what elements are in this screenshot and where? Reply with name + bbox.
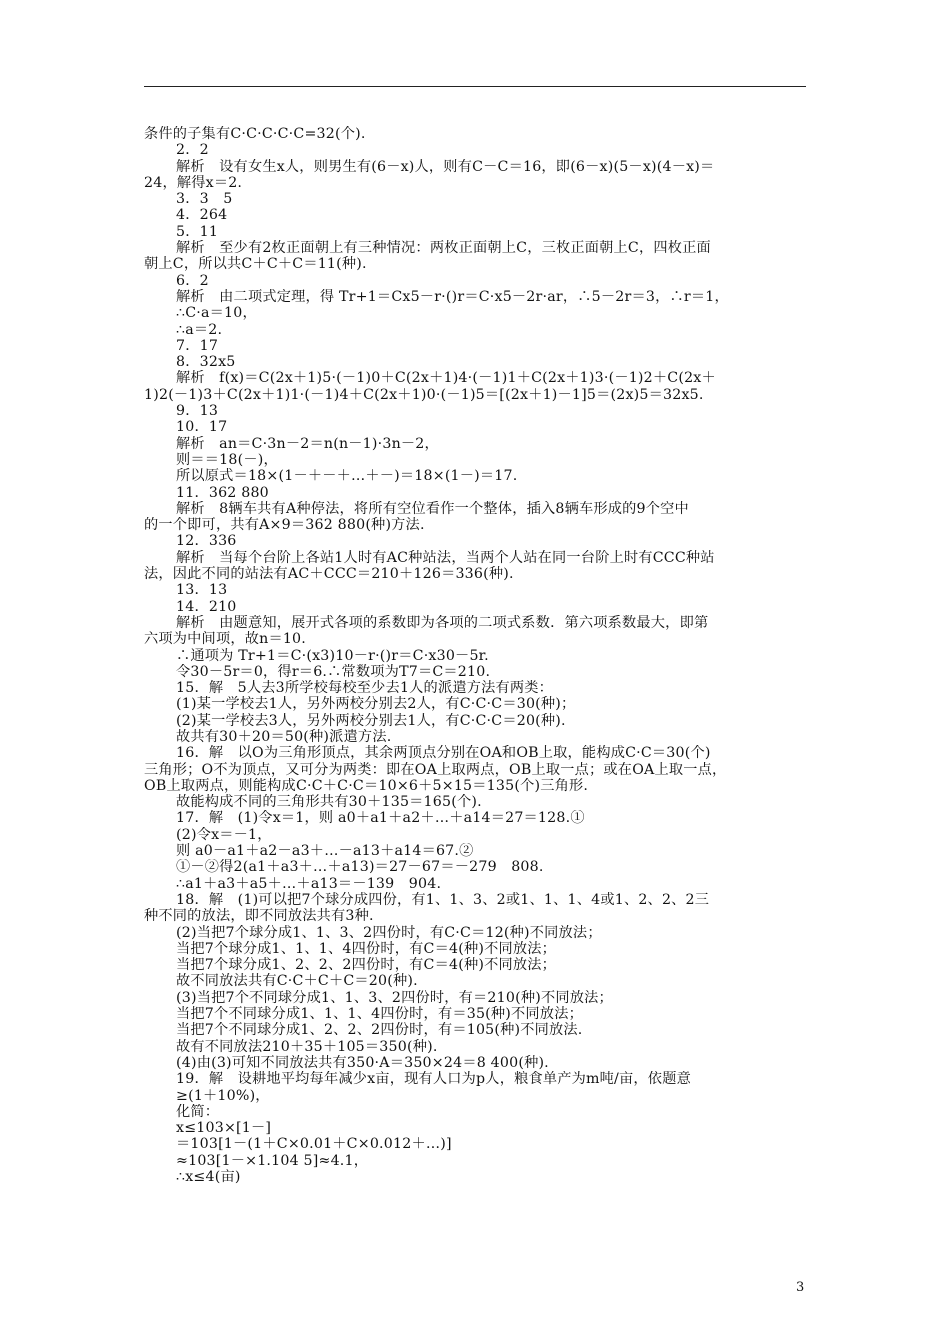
text-line: 令30－5r＝0，得r＝6.∴常数项为T7＝C＝210. [176, 663, 491, 680]
text-line: ＝103[1－(1＋C×0.01＋C×0.012＋…)] [176, 1136, 452, 1153]
text-line: 2．2 [176, 142, 209, 159]
text-line: 化简： [176, 1103, 220, 1120]
text-line: 故共有30＋20＝50(种)派遣方法. [176, 728, 392, 745]
text-line: 17．解 (1)令x＝1，则 a0＋a1＋a2＋…＋a14＝27＝128.① [176, 810, 585, 827]
text-line: ∴C·a＝10， [176, 305, 257, 322]
text-line: 15．解 5人去3所学校每校至少去1人的派遣方法有两类： [176, 680, 554, 697]
text-line: 11．362 880 [176, 484, 269, 501]
header-rule [144, 86, 806, 87]
text-line: 朝上C，所以共C＋C＋C＝11(种). [144, 256, 367, 273]
text-line: (2)某一学校去3人，另外两校分别去1人，有C·C·C＝20(种). [176, 712, 566, 729]
text-line: ∴通项为 Tr+1＝C·(x3)10－r·()r＝C·x30－5r. [176, 647, 489, 664]
text-line: 解析 an＝C·3n－2＝n(n－1)·3n－2， [176, 435, 439, 452]
text-line: 故不同放法共有C·C＋C＋C＝20(种). [176, 973, 418, 990]
text-line: (3)当把7个不同球分成1、1、3、2四份时，有＝210(种)不同放法； [176, 989, 613, 1006]
text-line: ≈103[1－×1.104 5]≈4.1， [176, 1152, 369, 1169]
text-line: 9．13 [176, 403, 219, 420]
text-line: ∴a1＋a3＋a5＋…＋a13＝－139 904. [176, 875, 442, 892]
text-line: 4．264 [176, 207, 228, 224]
text-line: (2)当把7个球分成1、1、3、2四份时，有C·C＝12(种)不同放法； [176, 924, 602, 941]
text-line: 12．336 [176, 533, 237, 550]
text-line: 当把7个不同球分成1、1、1、4四份时，有＝35(种)不同放法； [176, 1006, 583, 1023]
text-line: 7．17 [176, 337, 219, 354]
text-line: (2)令x＝－1， [176, 826, 272, 843]
text-line: 解析 由题意知，展开式各项的系数即为各项的二项式系数．第六项系数最大，即第 [176, 614, 709, 631]
text-line: 故能构成不同的三角形共有30＋135＝165(个). [176, 794, 482, 811]
text-line: 则 a0－a1＋a2－a3＋…－a13＋a14＝67.② [176, 843, 474, 860]
text-line: 解析 8辆车共有A种停法，将所有空位看作一个整体，插入8辆车形成的9个空中 [176, 500, 689, 517]
text-line: 当把7个球分成1、2、2、2四份时，有C＝4(种)不同放法； [176, 957, 557, 974]
text-line: (4)由(3)可知不同放法共有350·A＝350×24＝8 400(种). [176, 1054, 549, 1071]
text-line: 解析 由二项式定理，得 Tr+1＝Cx5－r·()r＝C·x5－2r·ar，∴5－2r＝3，∴r＝1， [176, 288, 729, 305]
text-line: 的一个即可，共有A×9＝362 880(种)方法. [144, 517, 425, 534]
text-line: x≤103×[1－] [176, 1120, 272, 1137]
text-line: 解析 f(x)＝C(2x＋1)5·(－1)0＋C(2x＋1)4·(－1)1＋C(2x＋1)3·(－1)2＋C(2x＋ [176, 370, 716, 387]
text-line: 24，解得x＝2. [144, 174, 243, 191]
page-number: 3 [796, 1280, 805, 1295]
text-line: ①－②得2(a1＋a3＋…＋a13)＝27－67＝－279 808. [176, 859, 544, 876]
text-line: ∴a＝2. [176, 321, 223, 338]
text-line: 当把7个球分成1、1、1、4四份时，有C＝4(种)不同放法； [176, 940, 557, 957]
text-line: 13．13 [176, 582, 228, 599]
text-line: OB上取两点，则能构成C·C＋C·C＝10×6＋5×15＝135(个)三角形. [144, 777, 589, 794]
text-line: 则＝＝18(－)， [176, 451, 278, 468]
text-line: 解析 至少有2枚正面朝上有三种情况：两枚正面朝上C，三枚正面朝上C，四枚正面 [176, 240, 711, 257]
text-line: 法，因此不同的站法有AC＋CCC＝210＋126＝336(种). [144, 566, 514, 583]
text-line: 当把7个不同球分成1、2、2、2四份时，有＝105(种)不同放法. [176, 1022, 583, 1039]
text-line: 解析 设有女生x人，则男生有(6－x)人，则有C－C＝16，即(6－x)(5－x)(4－x)＝ [176, 158, 715, 175]
text-line: 六项为中间项，故n＝10. [144, 631, 306, 648]
text-line: 8．32x5 [176, 354, 236, 371]
text-line: 18．解 (1)可以把7个球分成四份，有1、1、3、2或1、1、1、4或1、2、2、2三 [176, 891, 710, 908]
text-line: 10．17 [176, 419, 228, 436]
text-line: ≥(1＋10%)， [176, 1087, 270, 1104]
text-line: 解析 当每个台阶上各站1人时有AC种站法，当两个人站在同一台阶上时有CCC种站 [176, 549, 715, 566]
text-line: 种不同的放法，即不同放法共有3种. [144, 908, 374, 925]
text-line: 三角形；O不为顶点，又可分为两类：即在OA上取两点，OB上取一点；或在OA上取一点， [144, 761, 727, 778]
text-line: 故有不同放法210＋35＋105＝350(种). [176, 1038, 438, 1055]
text-line: 19．解 设耕地平均每年减少x亩，现有人口为p人，粮食单产为m吨/亩，依题意 [176, 1071, 691, 1088]
text-line: 6．2 [176, 272, 209, 289]
text-line: (1)某一学校去1人，另外两校分别去2人，有C·C·C＝30(种)； [176, 696, 576, 713]
text-line: ∴x≤4(亩) [176, 1169, 241, 1185]
text-line: 16．解 以O为三角形顶点，其余两顶点分别在OA和OB上取，能构成C·C＝30(个) [176, 745, 711, 762]
text-line: 3．3 5 [176, 191, 233, 208]
text-line: 条件的子集有C·C·C·C·C=32(个). [144, 126, 366, 142]
text-line: 5．11 [176, 223, 219, 240]
answer-text [144, 126, 808, 1185]
text-line: 1)2(－1)3＋C(2x＋1)1·(－1)4＋C(2x＋1)0·(－1)5＝[(2x＋1)－1]5＝(2x)5＝32x5. [144, 386, 704, 403]
text-line: 14．210 [176, 598, 237, 615]
text-line: 所以原式＝18×(1－＋－＋…＋－)＝18×(1－)＝17. [176, 468, 518, 485]
